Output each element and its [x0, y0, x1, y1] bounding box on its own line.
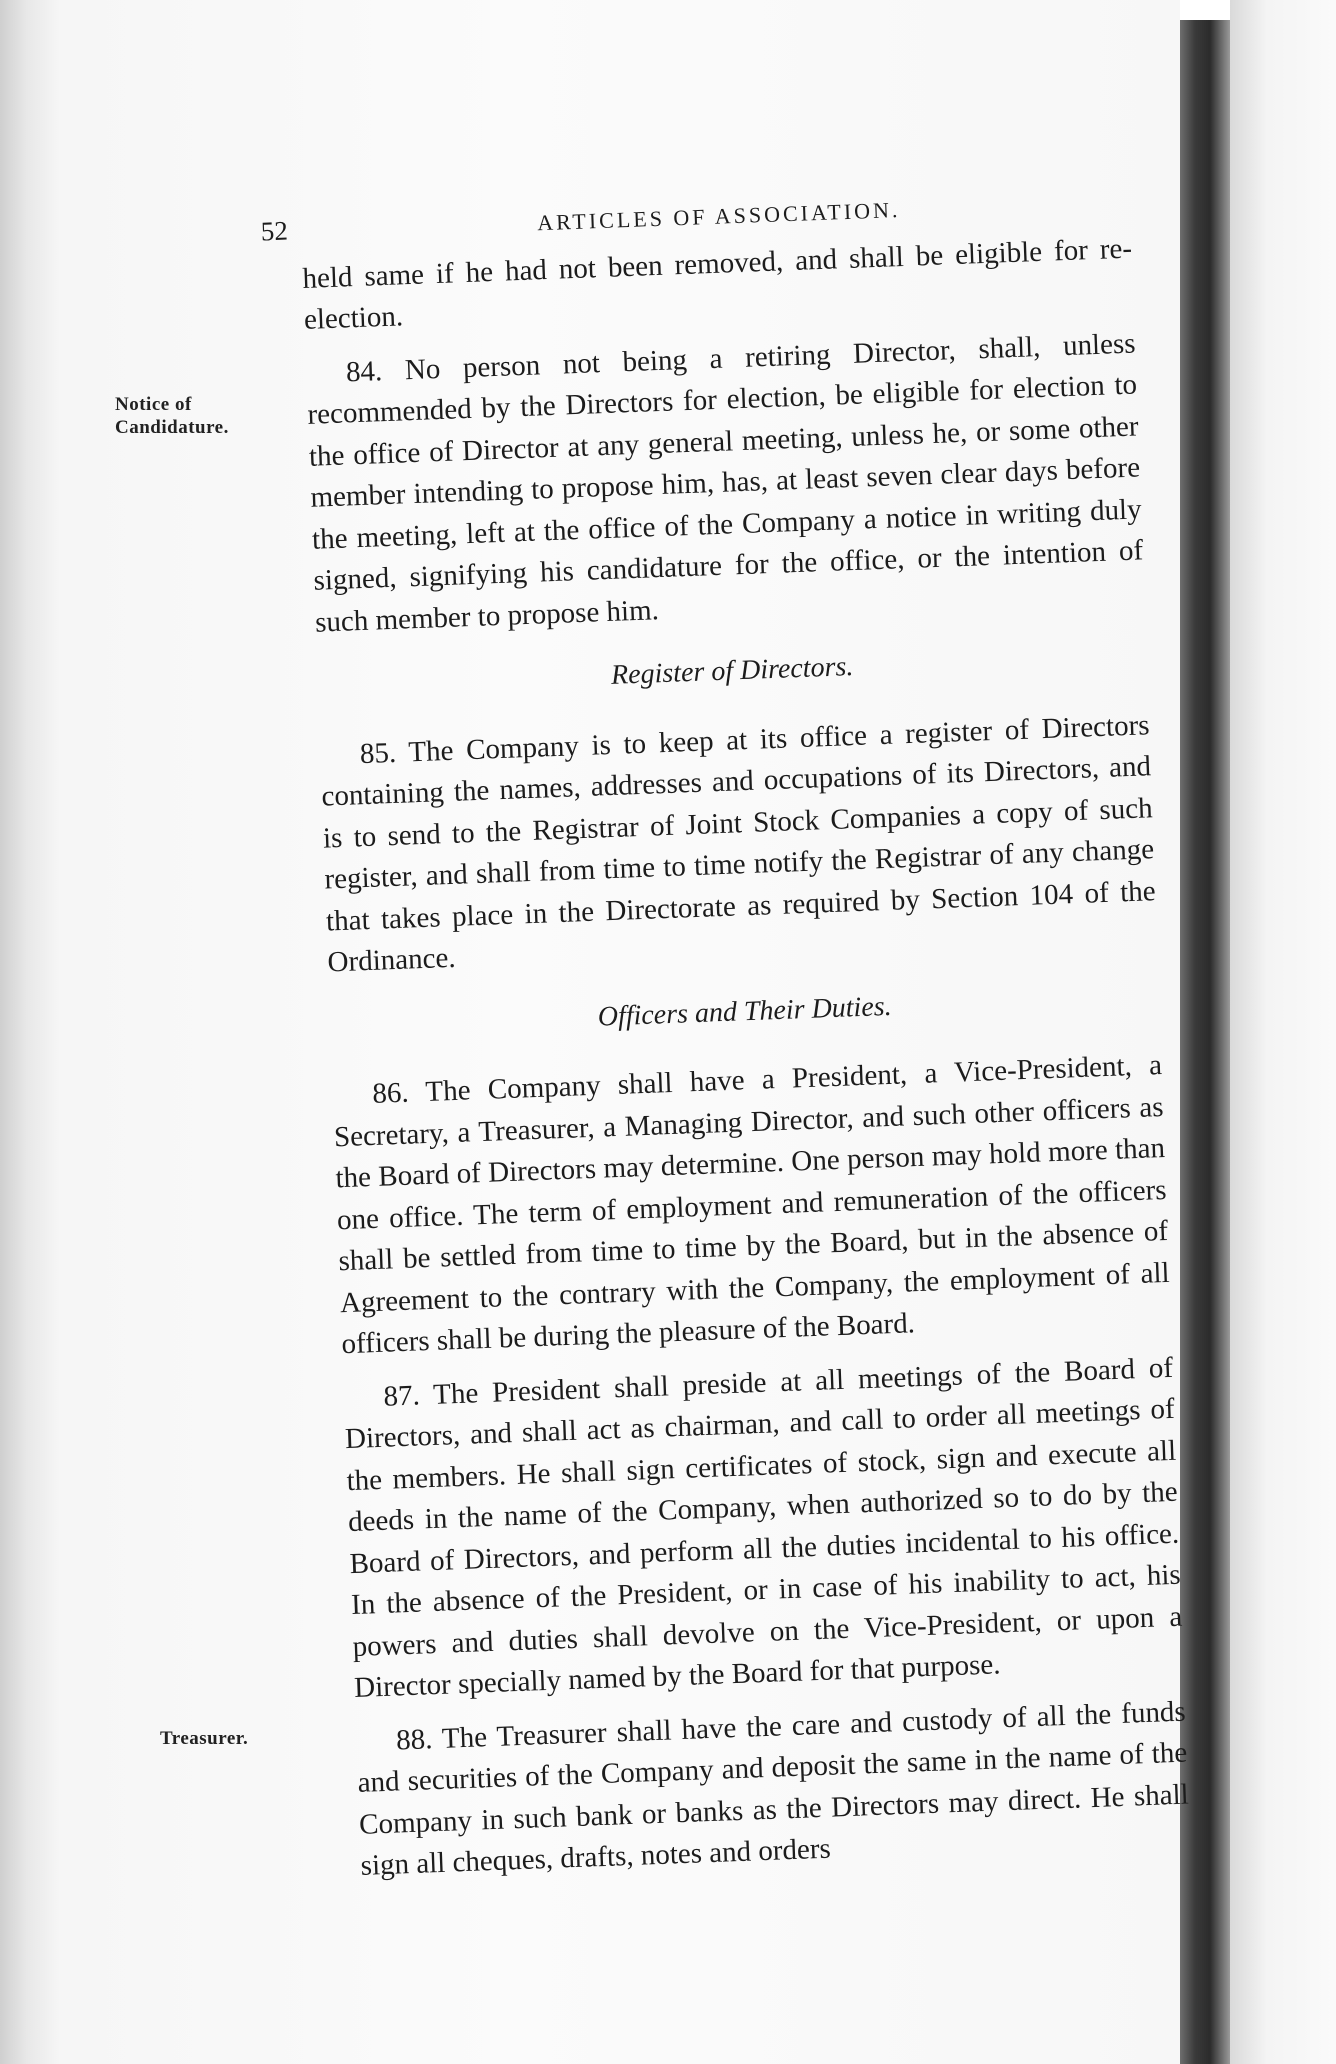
paragraph-85: 85. The Company is to keep at its office a register of Directors containing the names, addresses and occupations of its Directors, and is to send to the Registrar of Joint Stock Companies a copy of such register, and shall from time to time notify the Registrar of any change that takes place in the Directorate as required by Section 104 of the Ordinance.	[320, 708, 1157, 979]
paragraph-continued: held same if he had not been removed, and shall be eligible for re-election.	[301, 232, 1133, 336]
paragraph-84: 84. No person not being a retiring Director, shall, unless recommended by the Directors for election, be eligible for election to the office of Director at any general meeting, unless he, or some other member intending to propose him, has, at least seven clear days before the meeting, left at the office of the Company a notice in writing duly signed, signifying his candidature for the office, or the intention of such member to propose him.	[306, 326, 1144, 639]
page-number: 52	[260, 215, 289, 247]
margin-note-treasurer: Treasurer.	[160, 1728, 249, 1749]
book-spine-shadow	[1180, 20, 1230, 2064]
margin-note-line: Candidature.	[115, 417, 229, 438]
section-heading-officers-and-duties: Officers and Their Duties.	[597, 990, 893, 1033]
facing-page	[1230, 0, 1336, 2064]
paragraph-88: 88. The Treasurer shall have the care and custody of all the funds and securities of the Company and deposit the same in the name of the Company in such bank or banks as the Directors may direct. He shall sign all cheques, drafts, notes and orders	[357, 1695, 1190, 1882]
paragraph-86: 86. The Company shall have a President, a Vice-President, a Secretary, a Treasurer, a Managing Director, and such other officers as the Board of Directors may determine. One person may hold more than one office. The term of employment and remuneration of the officers shall be settled from time to time by the Board, but in the absence of Agreement to the contrary with the Company, the employment of all officers shall be during the pleasure of the Board.	[333, 1049, 1171, 1361]
paragraph-87: 87. The President shall preside at all meetings of the Board of Directors, and shall act as chairman, and call to order all meetings of the members. He shall sign certificates of stock, sign and execute all deeds in the name of the Company, when authorized so to do by the Board of Directors, and perform all the duties incidental to his office. In the absence of the President, or in case of his inability to act, his powers and duties shall devolve on the Vice-President, or upon a Director specially named by the Board for that purpose.	[344, 1351, 1183, 1704]
section-heading-register-of-directors: Register of Directors.	[610, 651, 854, 691]
running-head: ARTICLES OF ASSOCIATION.	[536, 197, 901, 236]
page-text-block	[260, 180, 1191, 1888]
margin-note-line: Notice of	[115, 394, 192, 415]
margin-note-notice-of-candidature	[115, 393, 229, 439]
book-gutter	[0, 0, 60, 2064]
